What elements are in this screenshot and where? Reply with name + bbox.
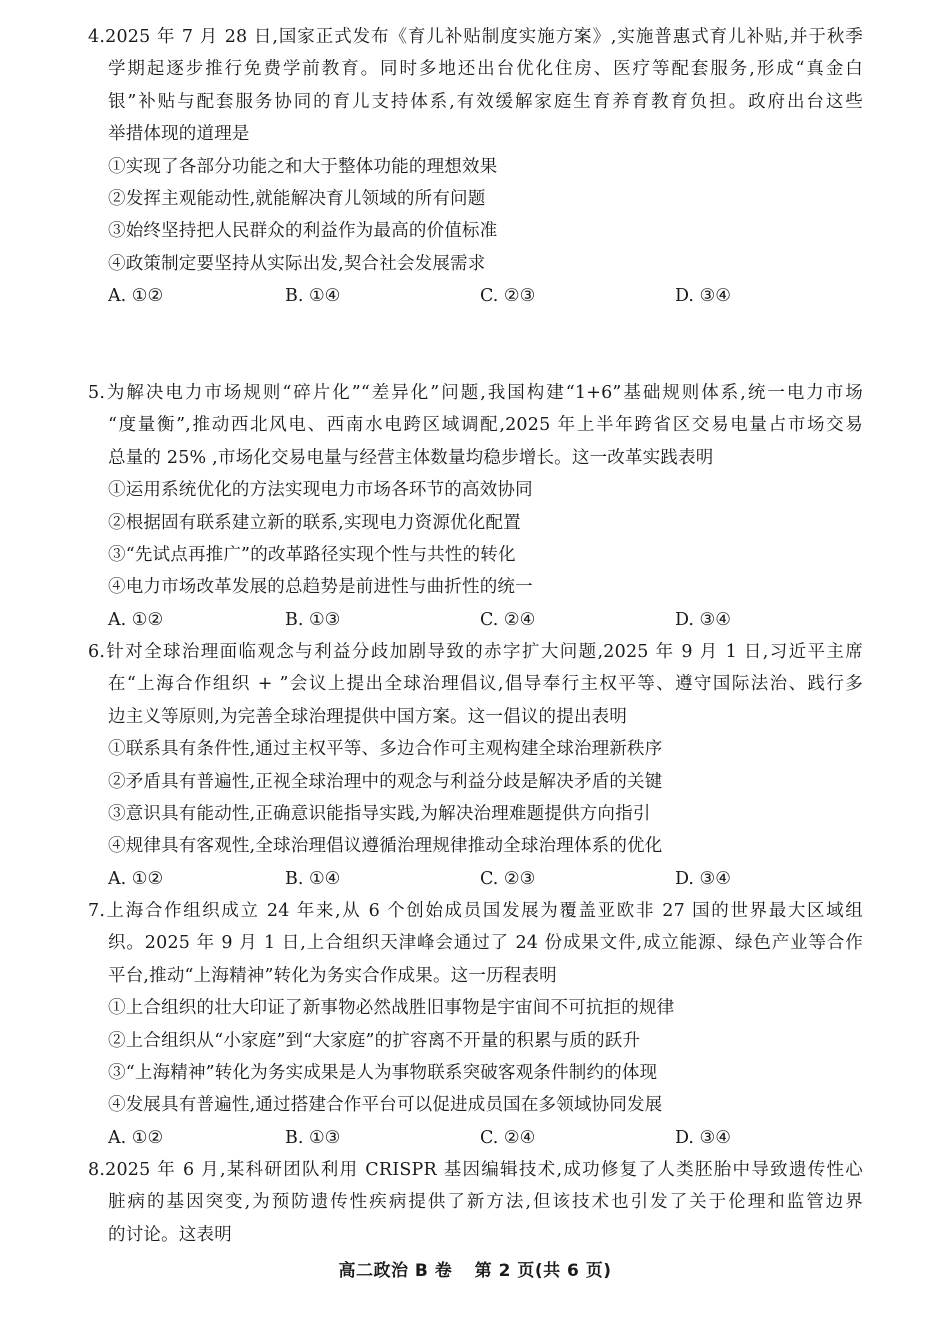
statement-3: ③“上海精神”转化为务实成果是人为事物联系突破客观条件制约的体现 — [108, 1062, 658, 1083]
choice-d[interactable]: D. ③④ — [675, 1127, 731, 1148]
stem-line — [88, 118, 863, 150]
choice-c[interactable]: C. ②③ — [480, 868, 536, 889]
statement-1: ①运用系统优化的方法实现电力市场各环节的高效协同 — [108, 480, 533, 501]
stem-line — [88, 86, 863, 118]
question-stem — [88, 895, 863, 992]
choice-a[interactable]: A. ①② — [108, 868, 164, 889]
statement-3: ③“先试点再推广”的改革路径实现个性与共性的转化 — [108, 544, 516, 565]
question-6 — [88, 636, 863, 895]
stem-line — [88, 895, 863, 927]
choice-b[interactable]: B. ①④ — [285, 286, 341, 307]
stem-line — [88, 53, 863, 85]
statement-1: ①上合组织的壮大印证了新事物必然战胜旧事物是宇宙间不可抗拒的规律 — [108, 998, 675, 1019]
stem-line — [88, 927, 863, 959]
stem-line — [88, 636, 863, 668]
statement-1: ①实现了各部分功能之和大于整体功能的理想效果 — [108, 156, 498, 177]
answer-choices — [88, 604, 863, 636]
stem-text: 平台,推动“上海精神”转化为务实合作成果。这一历程表明 — [108, 965, 557, 986]
question-stem — [88, 1154, 863, 1251]
statement-4: ④政策制定要坚持从实际出发,契合社会发展需求 — [108, 253, 486, 274]
statement-2: ②上合组织从“小家庭”到“大家庭”的扩容离不开量的积累与质的跃升 — [108, 1030, 641, 1051]
stem-text: 织。2025 年 9 月 1 日,上合组织天津峰会通过了 24 份成果文件,成立能源、绿色产业等合作 — [108, 933, 863, 954]
question-stem — [88, 21, 863, 151]
choice-b[interactable]: B. ①④ — [285, 868, 341, 889]
stem-line — [88, 960, 863, 992]
stem-line — [88, 409, 863, 441]
stem-text: 2025 年 6 月,某科研团队利用 CRISPR 基因编辑技术,成功修复了人类胚胎中导致遗传性心 — [105, 1160, 863, 1180]
stem-line — [88, 377, 863, 409]
stem-line — [88, 1219, 863, 1251]
question-stem — [88, 377, 863, 474]
statement-2: ②根据固有联系建立新的联系,实现电力资源优化配置 — [108, 512, 521, 533]
stem-line — [88, 701, 863, 733]
stem-text: “度量衡”,推动西北风电、西南水电跨区域调配,2025 年上半年跨省区交易电量占市场交易 — [108, 415, 863, 436]
choice-c[interactable]: C. ②④ — [480, 609, 536, 630]
question-number: 5. — [88, 383, 106, 403]
choice-d[interactable]: D. ③④ — [675, 868, 731, 889]
choice-a[interactable]: A. ①② — [108, 1127, 164, 1148]
stem-text: 边主义等原则,为完善全球治理提供中国方案。这一倡议的提出表明 — [108, 706, 628, 727]
stem-line — [88, 1186, 863, 1218]
question-7 — [88, 895, 863, 1154]
choice-b[interactable]: B. ①③ — [285, 1127, 341, 1148]
statement-2: ②发挥主观能动性,就能解决育儿领域的所有问题 — [108, 188, 486, 209]
statement-4: ④电力市场改革发展的总趋势是前进性与曲折性的统一 — [108, 577, 533, 598]
question-5 — [88, 377, 863, 636]
statement-2: ②矛盾具有普遍性,正视全球治理中的观念与利益分歧是解决矛盾的关键 — [108, 771, 663, 792]
choice-a[interactable]: A. ①② — [108, 286, 164, 307]
answer-choices — [88, 280, 863, 312]
question-number: 8. — [88, 1160, 106, 1180]
question-number: 4. — [88, 27, 106, 47]
choice-d[interactable]: D. ③④ — [675, 286, 731, 307]
stem-text: 在“上海合作组织 + ”会议上提出全球治理倡议,倡导奉行主权平等、遵守国际法治、践行多 — [108, 674, 863, 695]
question-8 — [88, 1154, 863, 1251]
stem-text: 脏病的基因突变,为预防遗传性疾病提供了新方法,但该技术也引发了关于伦理和监管边界 — [108, 1192, 863, 1213]
stem-text: 总量的 25% ,市场化交易电量与经营主体数量均稳步增长。这一改革实践表明 — [108, 447, 714, 468]
choice-c[interactable]: C. ②④ — [480, 1127, 536, 1148]
question-4 — [88, 21, 863, 313]
stem-text: 的讨论。这表明 — [108, 1224, 232, 1245]
question-number: 6. — [88, 642, 106, 662]
answer-choices — [88, 863, 863, 895]
stem-text: 上海合作组织成立 24 年来,从 6 个创始成员国发展为覆盖亚欧非 27 国的世界最大区域组 — [105, 901, 863, 921]
choice-d[interactable]: D. ③④ — [675, 609, 731, 630]
stem-text: 银”补贴与配套服务协同的育儿支持体系,有效缓解家庭生育养育教育负担。政府出台这些 — [108, 91, 863, 112]
choice-c[interactable]: C. ②③ — [480, 286, 536, 307]
stem-line — [88, 442, 863, 474]
stem-line — [88, 668, 863, 700]
footer-subject: 高二政治 B 卷 — [338, 1261, 453, 1281]
footer-page-number: 第 2 页(共 6 页) — [474, 1261, 612, 1281]
stem-text: 举措体现的道理是 — [108, 124, 250, 145]
page-footer — [0, 1256, 950, 1281]
answer-choices — [88, 1122, 863, 1154]
stem-line — [88, 1154, 863, 1186]
stem-text: 2025 年 7 月 28 日,国家正式发布《育儿补贴制度实施方案》,实施普惠式育儿补贴,并于秋季 — [105, 27, 863, 47]
statement-3: ③始终坚持把人民群众的利益作为最高的价值标准 — [108, 221, 498, 242]
statement-3: ③意识具有能动性,正确意识能指导实践,为解决治理难题提供方向指引 — [108, 803, 651, 824]
stem-text: 针对全球治理面临观念与利益分歧加剧导致的赤字扩大问题,2025 年 9 月 1 日,习近平主席 — [105, 642, 863, 662]
statement-4: ④规律具有客观性,全球治理倡议遵循治理规律推动全球治理体系的优化 — [108, 836, 663, 857]
stem-line — [88, 21, 863, 53]
stem-text: 学期起逐步推行免费学前教育。同时多地还出台优化住房、医疗等配套服务,形成“真金白 — [108, 59, 863, 80]
choice-b[interactable]: B. ①③ — [285, 609, 341, 630]
statement-4: ④发展具有普遍性,通过搭建合作平台可以促进成员国在多领域协同发展 — [108, 1095, 663, 1116]
stem-text: 为解决电力市场规则“碎片化”“差异化”问题,我国构建“1+6”基础规则体系,统一电力市场 — [105, 383, 863, 403]
statement-1: ①联系具有条件性,通过主权平等、多边合作可主观构建全球治理新秩序 — [108, 739, 663, 760]
choice-a[interactable]: A. ①② — [108, 609, 164, 630]
question-stem — [88, 636, 863, 733]
question-number: 7. — [88, 901, 106, 921]
